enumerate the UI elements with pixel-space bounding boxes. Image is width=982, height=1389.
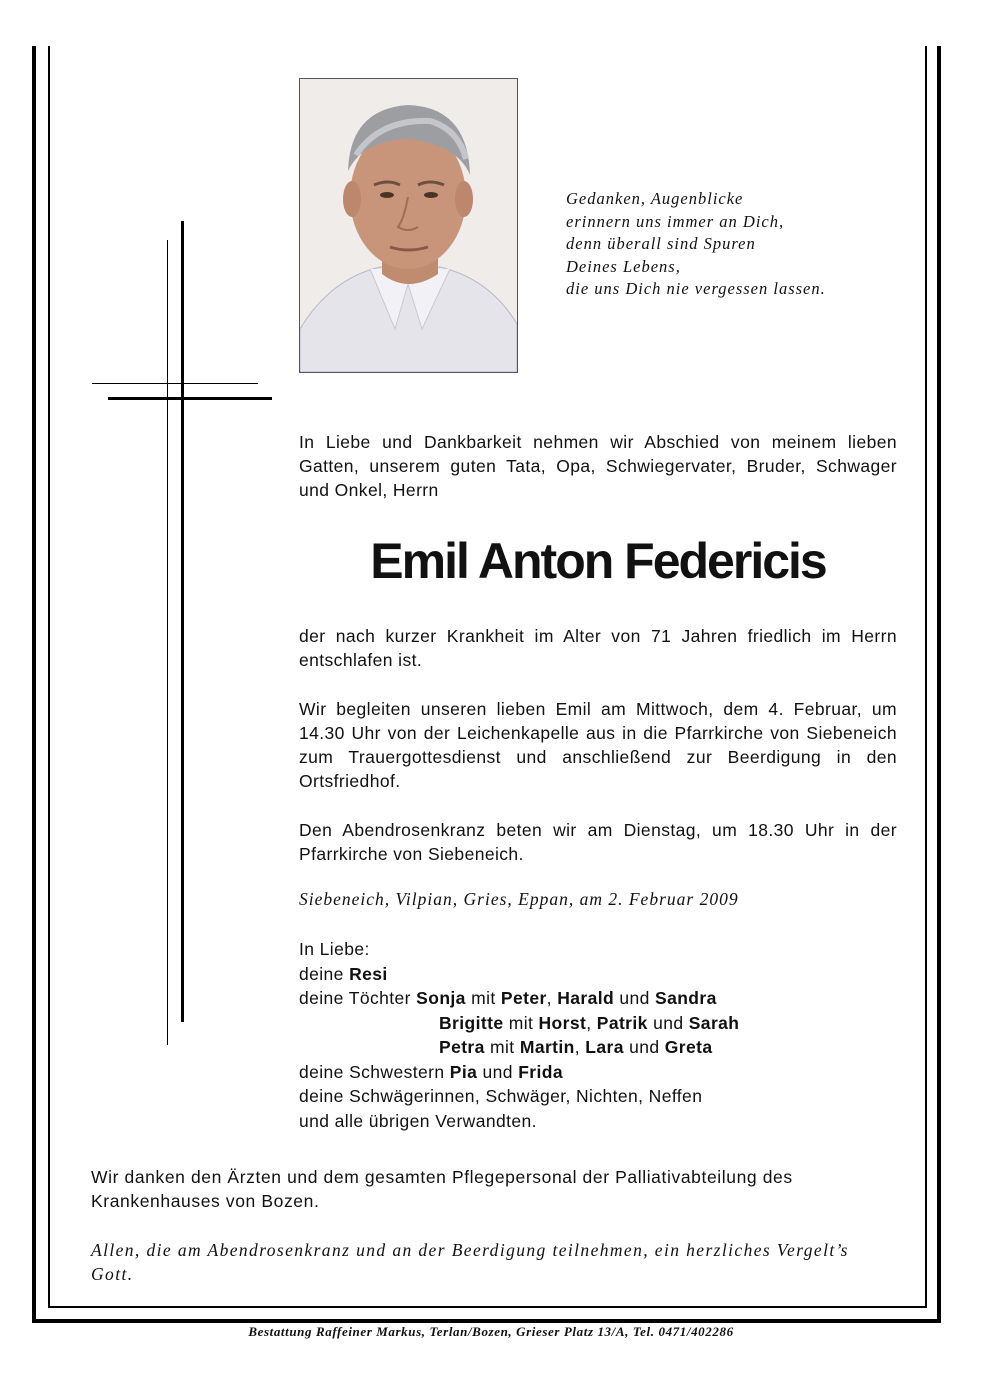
thanks-staff-paragraph: Wir danken den Ärzten und dem gesamten Pflegepersonal der Palliativabteilung des Krankenhauses von Bozen. (91, 1167, 793, 1211)
deceased-name: Emil Anton Federicis (370, 533, 826, 589)
frame-outer-left (32, 46, 36, 1323)
frame-outer-bottom (32, 1319, 941, 1323)
funeral-paragraph: Wir begleiten unseren lieben Emil am Mittwoch, dem 4. Februar, um 14.30 Uhr von der Leichenkapelle aus in die Pfarrkirche von Siebeneich zum Trauergottesdienst und anschließend zur Beerdigung in den Ortsfriedhof. (299, 699, 897, 791)
family-list (299, 937, 897, 1133)
family-intro: In Liebe: (299, 939, 370, 959)
cross-vertical-thin (167, 240, 168, 1045)
family-inlaws-line: deine Schwägerinnen, Schwäger, Nichten, Neffen (299, 1086, 703, 1106)
poem-line: denn überall sind Spuren (566, 234, 756, 253)
family-daughter-line: deine Töchter Sonja mit Peter, Harald und Sandra (299, 988, 717, 1008)
cross-horizontal-thin (92, 383, 258, 384)
cross-horizontal-thick (108, 397, 272, 400)
family-wife-line: deine Resi (299, 963, 388, 984)
wife-name: Resi (349, 963, 388, 984)
poem-line: erinnern uns immer an Dich, (566, 211, 785, 231)
family-sisters-line: deine Schwestern Pia und Frida (299, 1061, 563, 1082)
frame-inner-bottom (48, 1306, 927, 1308)
place-and-date: Siebeneich, Vilpian, Gries, Eppan, am 2. Februar 2009 (299, 889, 739, 909)
frame-outer-right (937, 46, 941, 1323)
death-paragraph: der nach kurzer Krankheit im Alter von 71 Jahren friedlich im Herrn entschlafen ist. (299, 626, 897, 670)
funeral-home-footer: Bestattung Raffeiner Markus, Terlan/Bozen, Grieser Platz 13/A, Tel. 0471/402286 (248, 1324, 734, 1339)
intro-paragraph: In Liebe und Dankbarkeit nehmen wir Abschied von meinem lieben Gatten, unserem guten Tata, Opa, Schwiegervater, Bruder, Schwager und Onkel, Herrn (299, 432, 897, 500)
rosary-paragraph: Den Abendrosenkranz beten wir am Dienstag, um 18.30 Uhr in der Pfarrkirche von Siebeneich. (299, 820, 897, 864)
thanks-all-paragraph: Allen, die am Abendrosenkranz und an der Beerdigung teilnehmen, ein herzliches Vergelt’s Gott. (91, 1240, 849, 1284)
family-daughter-line: Petra mit Martin, Lara und Greta (439, 1037, 713, 1057)
portrait-photo (299, 78, 518, 373)
poem-line: Deines Lebens, (566, 256, 681, 276)
poem-line: die uns Dich nie vergessen lassen. (566, 279, 826, 298)
portrait-illustration (300, 79, 517, 372)
frame-inner-right (925, 46, 927, 1308)
family-daughter-line: Brigitte mit Horst, Patrik und Sarah (439, 1012, 740, 1033)
poem-line: Gedanken, Augenblicke (566, 189, 744, 208)
frame-inner-left (48, 46, 50, 1308)
family-others-line: und alle übrigen Verwandten. (299, 1110, 537, 1131)
memorial-poem (566, 188, 896, 301)
cross-vertical-thick (181, 221, 184, 1022)
